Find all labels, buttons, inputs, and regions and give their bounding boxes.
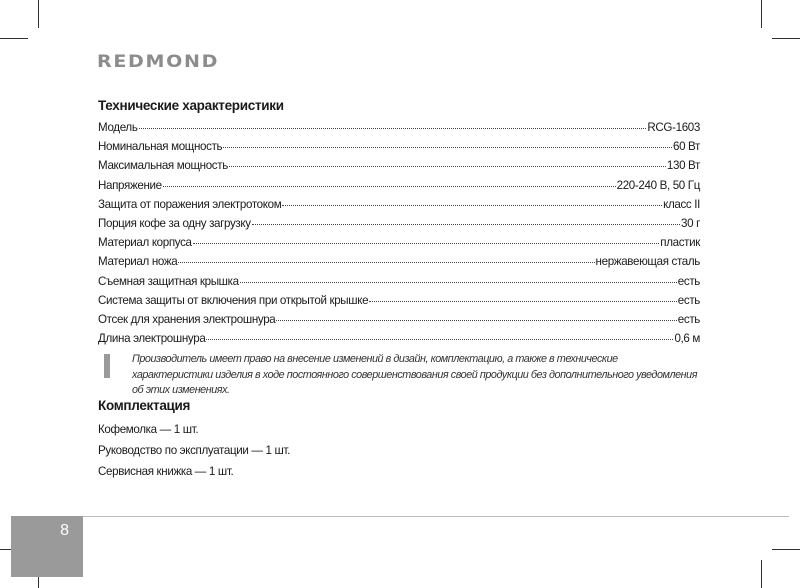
crop-mark — [772, 38, 800, 39]
spec-value: 220-240 В, 50 Гц — [616, 178, 700, 192]
document-body — [98, 95, 700, 482]
spec-row — [98, 195, 700, 214]
crop-mark — [772, 549, 800, 550]
spec-row — [98, 233, 700, 252]
dot-leader — [252, 224, 680, 225]
spec-value: пластик — [660, 236, 700, 250]
dot-leader — [240, 282, 677, 283]
spec-row — [98, 137, 700, 156]
crop-mark — [761, 0, 762, 28]
spec-label: Материал ножа — [98, 255, 178, 269]
spec-value: 0,6 м — [674, 332, 700, 346]
spec-label: Порция кофе за одну загрузку — [98, 216, 251, 230]
spec-row — [98, 272, 700, 291]
spec-value: есть — [677, 274, 700, 288]
dot-leader — [276, 320, 676, 321]
dot-leader — [206, 339, 673, 340]
specs-list — [98, 118, 700, 348]
spec-value: 130 Вт — [666, 159, 700, 173]
kit-title: Комплектация — [98, 398, 191, 414]
spec-value: есть — [677, 293, 700, 307]
spec-row — [98, 252, 700, 271]
kit-item: Кофемолка — 1 шт. — [98, 423, 199, 437]
spec-value: 30 г — [681, 216, 700, 230]
spec-label: Напряжение — [98, 178, 162, 192]
crop-mark — [0, 38, 28, 39]
spec-value: нержавеющая сталь — [595, 255, 700, 269]
footer-divider — [11, 516, 789, 517]
note-bar — [104, 354, 110, 378]
dot-leader — [229, 166, 666, 167]
note-text: Производитель имеет право на внесение изменений в дизайн, комплектацию, а также в технические характеристики изделия в ходе постоянного совершенствования своей продукции без дополнительного уведомления об этих изменениях. — [132, 353, 698, 397]
specs-title: Технические характеристики — [98, 98, 284, 113]
disclaimer-note — [98, 352, 700, 397]
page-number: 8 — [60, 522, 69, 539]
spec-row — [98, 329, 700, 348]
spec-row — [98, 118, 700, 137]
spec-value: RCG-1603 — [647, 121, 700, 134]
spec-value: класс II — [663, 197, 700, 211]
spec-label: Номинальная мощность — [98, 140, 223, 154]
dot-leader — [223, 147, 672, 148]
kit-item: Сервисная книжка — 1 шт. — [98, 465, 234, 479]
spec-label: Длина электрошнура — [98, 332, 206, 346]
spec-row — [98, 310, 700, 329]
brand-logo: REDMOND — [97, 52, 220, 72]
spec-row — [98, 176, 700, 195]
spec-label: Модель — [98, 121, 138, 134]
dot-leader — [178, 262, 594, 263]
page-number-box — [11, 516, 83, 577]
kit-list — [98, 419, 700, 482]
spec-label: Защита от поражения электротоком — [98, 197, 282, 211]
kit-item: Руководство по эксплуатации — 1 шт. — [98, 444, 290, 458]
spec-label: Съемная защитная крышка — [98, 274, 239, 288]
dot-leader — [369, 301, 677, 302]
dot-leader — [282, 205, 662, 206]
spec-label: Система защиты от включения при открытой крышке — [98, 293, 369, 307]
dot-leader — [163, 186, 616, 187]
dot-leader — [193, 243, 660, 244]
crop-mark — [38, 0, 39, 28]
spec-label: Материал корпуса — [98, 236, 192, 250]
crop-mark — [761, 560, 762, 588]
spec-value: 60 Вт — [672, 140, 700, 154]
spec-row — [98, 156, 700, 175]
dot-leader — [139, 128, 647, 129]
spec-label: Максимальная мощность — [98, 159, 228, 173]
spec-row — [98, 291, 700, 310]
spec-value: есть — [677, 312, 700, 326]
spec-row — [98, 214, 700, 233]
spec-label: Отсек для хранения электрошнура — [98, 312, 276, 326]
